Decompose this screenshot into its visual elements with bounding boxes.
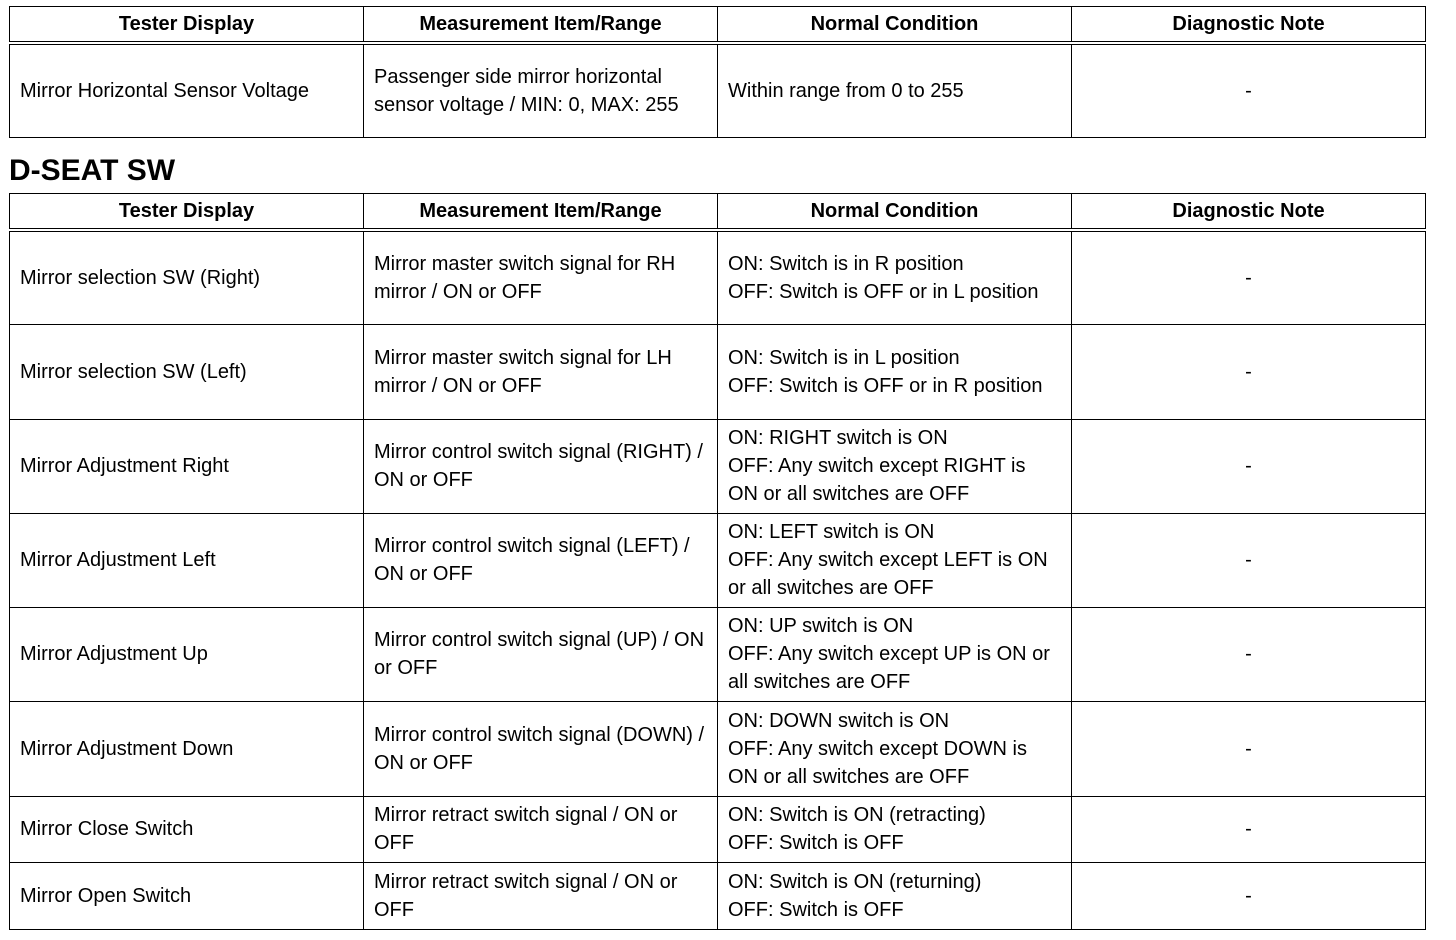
normal-condition-cell — [718, 230, 1072, 324]
table-row — [10, 796, 1426, 862]
condition-line: ON: Switch is in R position — [728, 252, 964, 275]
condition-line: ON: DOWN switch is ON — [728, 709, 950, 732]
normal-condition-cell — [718, 862, 1072, 929]
measurement-cell: Mirror master switch signal for LH mirror / ON or OFF — [364, 324, 718, 419]
condition-line: OFF: Any switch except RIGHT is ON or all switches are OFF — [728, 455, 1026, 505]
diagnostic-note-cell: - — [1072, 862, 1426, 929]
header-measurement-item: Measurement Item/Range — [364, 7, 718, 44]
condition-line: OFF: Any switch except DOWN is ON or all switches are OFF — [728, 737, 1027, 788]
condition-line: OFF: Switch is OFF — [728, 898, 904, 921]
table-row — [10, 419, 1426, 513]
tester-display-cell: Mirror Adjustment Left — [10, 513, 364, 607]
measurement-cell: Passenger side mirror horizontal sensor voltage / MIN: 0, MAX: 255 — [364, 43, 718, 137]
d-seat-sw-table — [9, 193, 1426, 930]
diagnostic-note-cell: - — [1072, 324, 1426, 419]
tester-display-cell: Mirror Adjustment Up — [10, 607, 364, 701]
condition-line: OFF: Switch is OFF — [728, 832, 904, 854]
diagnostic-note-cell: - — [1072, 796, 1426, 862]
condition-line: OFF: Any switch except UP is ON or all switches are OFF — [728, 643, 1050, 693]
header-normal-condition: Normal Condition — [718, 194, 1072, 231]
diagnostic-note-cell: - — [1072, 419, 1426, 513]
condition-line: OFF: Switch is OFF or in R position — [728, 374, 1043, 397]
measurement-cell: Mirror retract switch signal / ON or OFF — [364, 862, 718, 929]
table-header-row — [10, 7, 1426, 44]
header-measurement-item: Measurement Item/Range — [364, 194, 718, 231]
table-header-row — [10, 194, 1426, 231]
tester-display-cell: Mirror Open Switch — [10, 862, 364, 929]
normal-condition-cell — [718, 513, 1072, 607]
diagnostic-note-cell: - — [1072, 513, 1426, 607]
diagnostic-note-cell: - — [1072, 230, 1426, 324]
condition-line: OFF: Any switch except LEFT is ON or all switches are OFF — [728, 549, 1048, 599]
normal-condition-cell — [718, 607, 1072, 701]
condition-line: Within range from 0 to 255 — [728, 79, 964, 102]
header-diagnostic-note: Diagnostic Note — [1072, 7, 1426, 44]
horizontal-sensor-table — [9, 6, 1426, 138]
condition-line: ON: Switch is ON (retracting) — [728, 804, 986, 826]
table-row — [10, 513, 1426, 607]
condition-line: ON: LEFT switch is ON — [728, 521, 935, 543]
header-normal-condition: Normal Condition — [718, 7, 1072, 44]
condition-line: OFF: Switch is OFF or in L position — [728, 280, 1039, 303]
measurement-cell: Mirror control switch signal (DOWN) / ON or OFF — [364, 701, 718, 796]
normal-condition-cell — [718, 796, 1072, 862]
table-row — [10, 230, 1426, 324]
section-title: D-SEAT SW — [9, 154, 176, 187]
header-diagnostic-note: Diagnostic Note — [1072, 194, 1426, 231]
table-row — [10, 701, 1426, 796]
normal-condition-cell — [718, 43, 1072, 137]
measurement-cell: Mirror control switch signal (LEFT) / ON or OFF — [364, 513, 718, 607]
header-tester-display: Tester Display — [10, 7, 364, 44]
tester-display-cell: Mirror Adjustment Right — [10, 419, 364, 513]
normal-condition-cell — [718, 701, 1072, 796]
condition-line: ON: RIGHT switch is ON — [728, 427, 948, 449]
condition-line: ON: Switch is in L position — [728, 346, 960, 369]
measurement-cell: Mirror control switch signal (UP) / ON or OFF — [364, 607, 718, 701]
tester-display-cell: Mirror selection SW (Left) — [10, 324, 364, 419]
diagnostic-note-cell: - — [1072, 607, 1426, 701]
tester-display-cell: Mirror Close Switch — [10, 796, 364, 862]
table-row — [10, 43, 1426, 137]
condition-line: ON: UP switch is ON — [728, 615, 914, 637]
diagnostic-note-cell: - — [1072, 43, 1426, 137]
table-row — [10, 862, 1426, 929]
tester-display-cell: Mirror selection SW (Right) — [10, 230, 364, 324]
measurement-cell: Mirror retract switch signal / ON or OFF — [364, 796, 718, 862]
measurement-cell: Mirror master switch signal for RH mirror / ON or OFF — [364, 230, 718, 324]
table-row — [10, 324, 1426, 419]
condition-line: ON: Switch is ON (returning) — [728, 870, 982, 893]
normal-condition-cell — [718, 324, 1072, 419]
header-tester-display: Tester Display — [10, 194, 364, 231]
tester-display-cell: Mirror Adjustment Down — [10, 701, 364, 796]
measurement-cell: Mirror control switch signal (RIGHT) / ON or OFF — [364, 419, 718, 513]
normal-condition-cell — [718, 419, 1072, 513]
table-row — [10, 607, 1426, 701]
diagnostic-note-cell: - — [1072, 701, 1426, 796]
tester-display-cell: Mirror Horizontal Sensor Voltage — [10, 43, 364, 137]
